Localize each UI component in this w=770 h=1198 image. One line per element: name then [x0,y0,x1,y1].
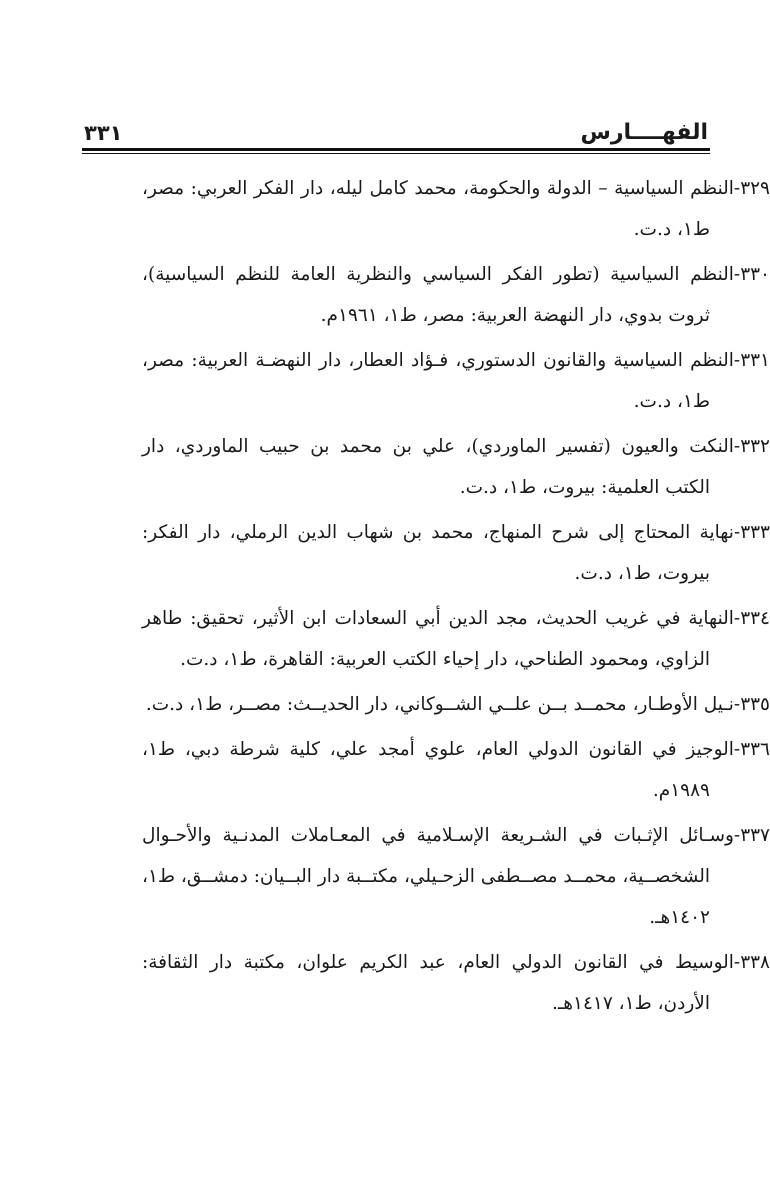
bibliography-entry: ٣٣٦-الوجيز في القانون الدولي العام، علوي أمجد علي، كلية شرطة دبي، ط١، ١٩٨٩م. [142,739,770,801]
bibliography-entry: ٣٢٩-النظم السياسية – الدولة والحكومة، محمد كامل ليله، دار الفكر العربي: مصر، ط١، د.ت. [142,178,770,240]
bibliography-entry: ٣٣٨-الوسيط في القانون الدولي العام، عبد الكريم علوان، مكتبة دار الثقافة: الأردن، ط١، ١٤١٧هـ. [142,952,770,1014]
bibliography-entry: ٣٣٤-النهاية في غريب الحديث، مجد الدين أبي السعادات ابن الأثير، تحقيق: طاهر الزاوي، ومحمود الطناحي، دار إحياء الكتب العربية: القاهرة، ط١، د.ت. [142,608,770,670]
header-rule-thick [82,148,710,151]
running-title: الفهــــارس [580,120,708,145]
bibliography-list [82,168,770,1024]
bibliography-entry: ٣٣٧-وسـائل الإثـبات في الشـريعة الإسـلامية في المعـاملات المدنـية والأحـوال الشخصــية، محمــد مصــطفى الزحـيلي، مكتــبة دار البــيان: دمشــق، ط١، ١٤٠٢هـ. [142,825,770,928]
bibliography-entry: ٣٣٣-نهاية المحتاج إلى شرح المنهاج، محمد بن شهاب الدين الرملي، دار الفكر: بيروت، ط١، د.ت. [142,522,770,584]
header-rule-thin [82,153,710,154]
page-header [82,110,710,144]
page-number: ٣٣١ [84,121,123,145]
bibliography-entry: ٣٣٢-النكت والعيون (تفسير الماوردي)، علي بن محمد بن حبيب الماوردي، دار الكتب العلمية: بيروت، ط١، د.ت. [142,436,770,498]
bibliography-entry: ٣٣١-النظم السياسية والقانون الدستوري، فـؤاد العطار، دار النهضـة العربية: مصر، ط١، د.ت. [142,350,770,412]
index-page [82,110,770,1028]
bibliography-entry: ٣٣٥-نـيل الأوطـار، محمــد بــن علــي الشــوكاني، دار الحديــث: مصــر، ط١، د.ت. [145,694,770,715]
bibliography-entry: ٣٣٠-النظم السياسية (تطور الفكر السياسي والنظرية العامة للنظم السياسية)، ثروت بدوي، دار النهضة العربية: مصر، ط١، ١٩٦١م. [142,264,770,326]
